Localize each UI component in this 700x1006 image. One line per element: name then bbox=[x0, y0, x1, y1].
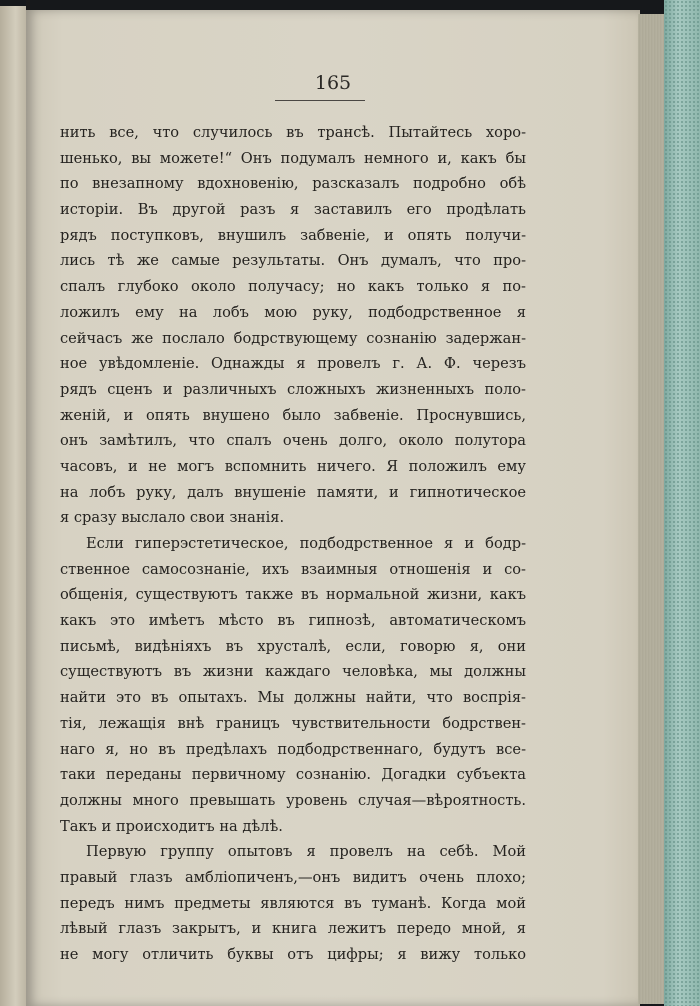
text-line: письмѣ, видѣніяхъ въ хрусталѣ, если, говорю я, они bbox=[60, 637, 526, 655]
text-line: существуютъ въ жизни каждаго человѣка, мы должны bbox=[60, 663, 526, 681]
text-line: Если гиперэстетическое, подбодрственное я и бодр- bbox=[86, 535, 526, 552]
text-line: не могу отличить буквы отъ цифры; я вижу только bbox=[60, 946, 526, 963]
text-line: найти это въ опытахъ. Мы должны найти, что воспрія- bbox=[60, 689, 526, 707]
text-line: ное увѣдомленіе. Однажды я провелъ г. А. Ф. черезъ bbox=[60, 355, 526, 373]
text-line: сейчасъ же послало бодрствующему сознанію задержан- bbox=[60, 329, 526, 347]
text-line: на лобъ руку, далъ внушеніе памяти, и гипнотическое bbox=[60, 483, 526, 501]
text-line: нить все, что случилось въ трансѣ. Пытайтесь хоро- bbox=[60, 124, 526, 141]
text-line: по внезапному вдохновенію, разсказалъ подробно обѣ bbox=[60, 175, 526, 193]
cover-texture bbox=[664, 0, 700, 1006]
text-line: какъ это имѣетъ мѣсто въ гипнозѣ, автоматическомъ bbox=[60, 612, 526, 630]
text-line: тія, лежащія внѣ границъ чувствительности бодрствен- bbox=[60, 714, 526, 732]
text-line: женій, и опять внушено было забвеніе. Проснувшись, bbox=[60, 406, 526, 424]
page-text bbox=[60, 120, 526, 968]
page-number: 165 bbox=[314, 72, 352, 94]
text-line: лѣвый глазъ закрытъ, и книга лежитъ передо мной, я bbox=[60, 920, 526, 938]
text-line: я сразу выслало свои знанія. bbox=[60, 509, 285, 527]
text-line: онъ замѣтилъ, что спалъ очень долго, около полутора bbox=[60, 432, 526, 450]
book-page bbox=[26, 10, 640, 1006]
page-edges bbox=[638, 14, 666, 1004]
left-page-edge bbox=[0, 6, 26, 1006]
text-line: лись тѣ же самые результаты. Онъ думалъ, что про- bbox=[60, 252, 526, 270]
text-line: ложилъ ему на лобъ мою руку, подбодрственное я bbox=[60, 303, 526, 321]
text-line: рядъ поступковъ, внушилъ забвеніе, и опять получи- bbox=[60, 226, 526, 244]
text-line: таки переданы первичному сознанію. Догадки субъекта bbox=[60, 766, 526, 784]
text-line: передъ нимъ предметы являются въ туманѣ. Когда мой bbox=[60, 894, 526, 912]
text-line: общенія, существуютъ также въ нормальной жизни, какъ bbox=[60, 586, 526, 604]
text-line: спалъ глубоко около получасу; но какъ только я по- bbox=[60, 278, 526, 296]
header-rule bbox=[275, 100, 365, 101]
text-line: Первую группу опытовъ я провелъ на себѣ. Мой bbox=[86, 843, 526, 861]
text-line: Такъ и происходитъ на дѣлѣ. bbox=[60, 817, 283, 835]
text-line: шенько, вы можете!“ Онъ подумалъ немного и, какъ бы bbox=[60, 149, 526, 167]
text-line: исторіи. Въ другой разъ я заставилъ его продѣлать bbox=[60, 201, 526, 219]
text-line: должны много превышать уровень случая—вѣроятность. bbox=[60, 791, 526, 809]
text-line: рядъ сценъ и различныхъ сложныхъ жизненныхъ поло- bbox=[60, 380, 526, 398]
text-line: наго я, но въ предѣлахъ подбодрственнаго, будутъ все- bbox=[60, 740, 526, 758]
text-line: правый глазъ амбліопиченъ,—онъ видитъ очень плохо; bbox=[60, 868, 526, 886]
text-line: ственное самосознаніе, ихъ взаимныя отношенія и со- bbox=[60, 560, 526, 578]
text-line: часовъ, и не могъ вспомнить ничего. Я положилъ ему bbox=[60, 457, 526, 475]
